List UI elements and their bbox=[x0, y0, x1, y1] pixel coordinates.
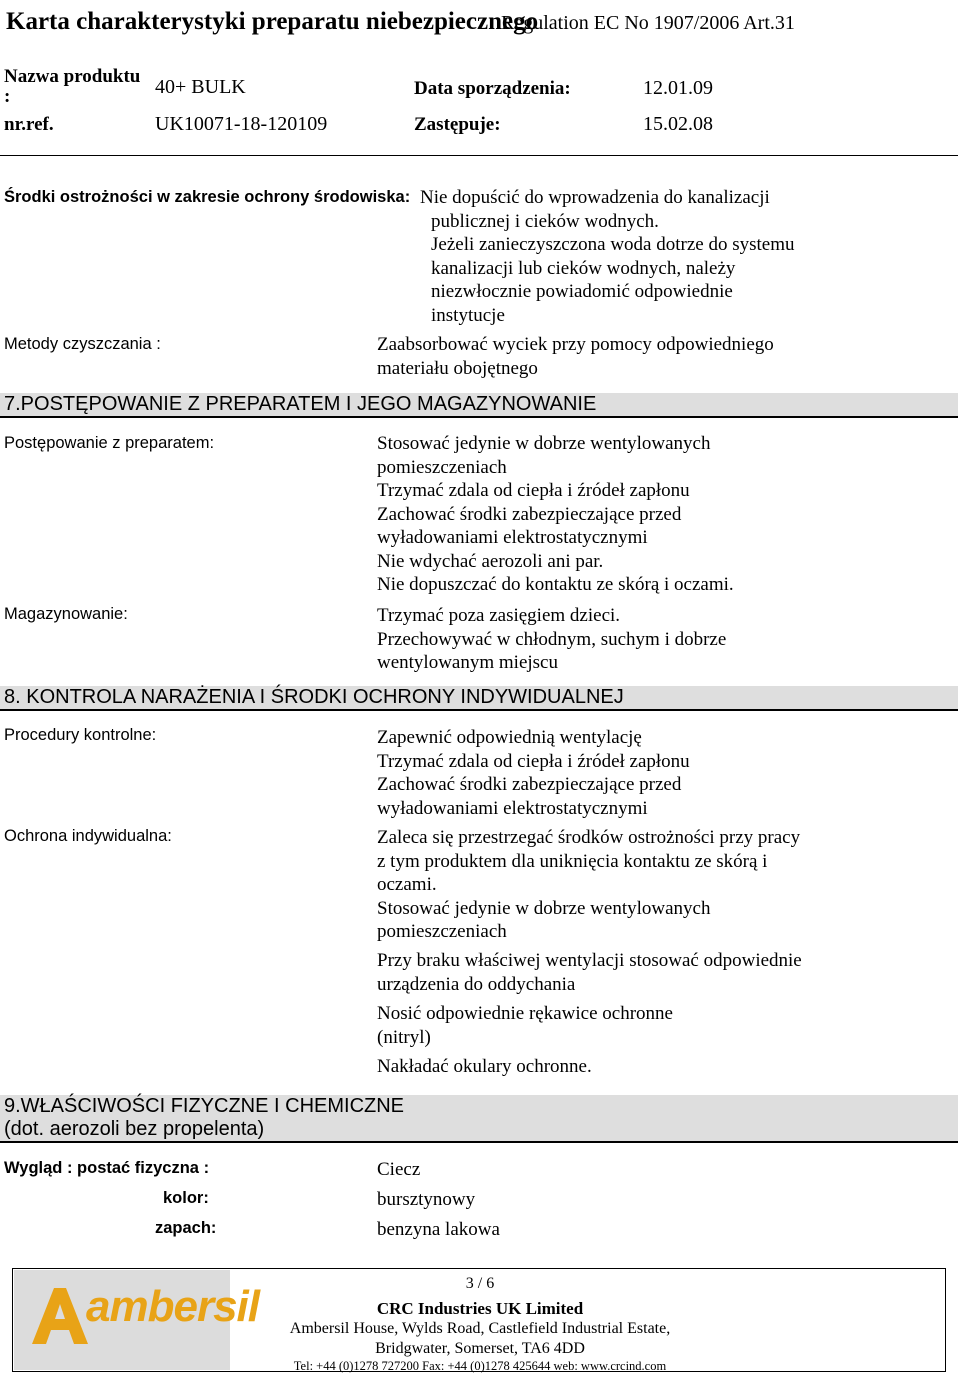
personal-protection-label: Ochrona indywidualna: bbox=[4, 827, 172, 845]
product-name-value: 40+ BULK bbox=[155, 76, 246, 98]
odor-value: benzyna lakowa bbox=[377, 1219, 500, 1240]
text-line: Stosować jedynie w dobrze wentylowanych bbox=[377, 433, 711, 454]
date-value: 12.01.09 bbox=[643, 77, 713, 99]
text-line: (nitryl) bbox=[377, 1026, 431, 1048]
text-line: wyładowaniami elektrostatycznymi bbox=[377, 527, 648, 548]
text-line: Jeżeli zanieczyszczona woda dotrze do systemu bbox=[431, 234, 795, 255]
header-divider bbox=[0, 155, 958, 156]
replaces-label: Zastępuje: bbox=[414, 114, 501, 135]
cleaning-methods-label: Metody czyszczania : bbox=[4, 335, 161, 353]
text-line: Przechowywać w chłodnym, suchym i dobrze bbox=[377, 628, 727, 650]
storage-label: Magazynowanie: bbox=[4, 605, 128, 623]
ref-label: nr.ref. bbox=[4, 114, 54, 135]
section-9-heading bbox=[0, 1095, 958, 1143]
text-line: urządzenia do oddychania bbox=[377, 973, 576, 995]
text-line: Trzymać zdala od ciepła i źródeł zapłonu bbox=[377, 480, 690, 501]
regulation-reference: Regulation EC No 1907/2006 Art.31 bbox=[501, 12, 795, 34]
text-line: Nie dopuścić do wprowadzenia do kanalizacji bbox=[420, 187, 770, 208]
handling-value bbox=[377, 432, 734, 597]
text-line: Nie dopuszczać do kontaktu ze skórą i oczami. bbox=[377, 574, 734, 595]
odor-label: zapach: bbox=[155, 1219, 217, 1237]
text-line: oczami. bbox=[377, 874, 437, 895]
env-precautions-label: Środki ostrożności w zakresie ochrony środowiska: bbox=[4, 188, 411, 206]
text-line: instytucje bbox=[431, 304, 505, 326]
color-label: kolor: bbox=[163, 1189, 209, 1207]
text-line: Stosować jedynie w dobrze wentylowanych bbox=[377, 897, 711, 919]
logo-wordmark: ambersil bbox=[86, 1282, 259, 1331]
appearance-value: Ciecz bbox=[377, 1159, 421, 1180]
footer-company-name: CRC Industries UK Limited bbox=[376, 1299, 584, 1318]
handling-label: Postępowanie z preparatem: bbox=[4, 434, 215, 452]
control-procedures-value bbox=[377, 726, 690, 820]
cleaning-methods-value bbox=[377, 333, 774, 380]
text-line: pomieszczeniach bbox=[377, 921, 507, 942]
footer-address-line-1: Ambersil House, Wylds Road, Castlefield Industrial Estate, bbox=[289, 1320, 671, 1337]
text-line: Zachować środki zabezpieczające przed bbox=[377, 774, 682, 795]
text-line: Trzymać zdala od ciepła i źródeł zapłonu bbox=[377, 750, 690, 772]
text-line: Zapewnić odpowiednią wentylację bbox=[377, 727, 642, 748]
text-line: materiału obojętnego bbox=[377, 357, 538, 379]
personal-protection-block-1 bbox=[377, 826, 800, 944]
text-line: publicznej i cieków wodnych. bbox=[431, 210, 659, 232]
text-line: Trzymać poza zasięgiem dzieci. bbox=[377, 605, 621, 626]
footer-contact: Tel: +44 (0)1278 727200 Fax: +44 (0)1278 425644 web: www.crcind.com bbox=[293, 1359, 667, 1373]
text-line: kanalizacji lub cieków wodnych, należy bbox=[431, 257, 736, 279]
text-line: Nakładać okulary ochronne. bbox=[377, 1056, 592, 1077]
personal-protection-block-4 bbox=[377, 1055, 592, 1079]
text-line: pomieszczeniach bbox=[377, 456, 507, 478]
section-9-heading-line-1: 9.WŁAŚCIWOŚCI FIZYCZNE I CHEMICZNE bbox=[4, 1095, 405, 1117]
ref-value: UK10071-18-120109 bbox=[155, 113, 328, 135]
date-label: Data sporządzenia: bbox=[414, 78, 571, 99]
personal-protection-block-2 bbox=[377, 949, 802, 996]
text-line: Nie wdychać aerozoli ani par. bbox=[377, 550, 604, 572]
section-8-heading: 8. KONTROLA NARAŻENIA I ŚRODKI OCHRONY INDYWIDUALNEJ bbox=[0, 686, 958, 711]
page-number: 3 / 6 bbox=[465, 1275, 495, 1292]
product-name-label-colon: : bbox=[4, 86, 11, 107]
appearance-label: Wygląd : postać fizyczna : bbox=[4, 1159, 210, 1177]
storage-value bbox=[377, 604, 726, 675]
text-line: Zachować środki zabezpieczające przed bbox=[377, 503, 682, 525]
ambersil-logo-mark bbox=[24, 1282, 94, 1348]
replaces-value: 15.02.08 bbox=[643, 113, 713, 135]
product-name-label: Nazwa produktu bbox=[4, 66, 141, 87]
section-9-heading-line-2: (dot. aerozoli bez propelenta) bbox=[4, 1118, 265, 1140]
footer-address-line-2: Bridgwater, Somerset, TA6 4DD bbox=[375, 1340, 585, 1357]
env-precautions-value bbox=[420, 186, 795, 327]
personal-protection-block-3 bbox=[377, 1002, 673, 1049]
color-value: bursztynowy bbox=[377, 1189, 476, 1210]
text-line: wentylowanym miejscu bbox=[377, 652, 558, 673]
control-procedures-label: Procedury kontrolne: bbox=[4, 726, 157, 744]
section-7-heading: 7.POSTĘPOWANIE Z PREPARATEM I JEGO MAGAZYNOWANIE bbox=[0, 393, 958, 418]
document-title: Karta charakterystyki preparatu niebezpiecznego bbox=[6, 8, 539, 35]
text-line: niezwłocznie powiadomić odpowiednie bbox=[431, 281, 733, 302]
text-line: Zaabsorbować wyciek przy pomocy odpowiedniego bbox=[377, 334, 774, 355]
text-line: Przy braku właściwej wentylacji stosować odpowiednie bbox=[377, 950, 802, 971]
text-line: wyładowaniami elektrostatycznymi bbox=[377, 797, 648, 819]
text-line: Zaleca się przestrzegać środków ostrożności przy pracy bbox=[377, 827, 801, 848]
text-line: Nosić odpowiednie rękawice ochronne bbox=[377, 1003, 673, 1024]
text-line: z tym produktem dla uniknięcia kontaktu ze skórą i bbox=[377, 850, 768, 872]
